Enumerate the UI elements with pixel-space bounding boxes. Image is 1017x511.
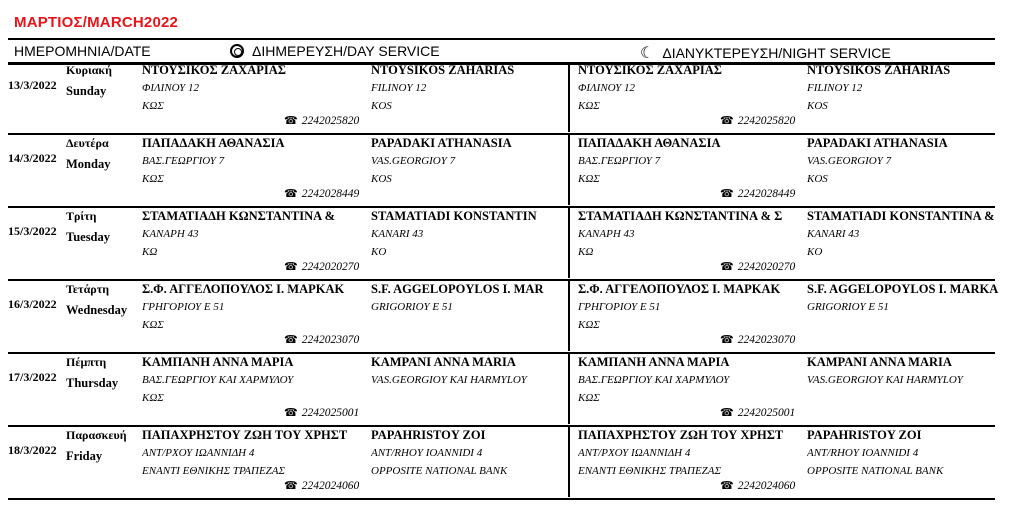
night-pharmacy-greek [578,427,806,480]
phone-icon: ☎ [720,187,734,200]
pharmacy-address: VAS.GEORGIOY KAI HARMYLOY [807,374,963,386]
night-pharmacy-english [807,208,1017,261]
pharmacy-city: ΚΩΣ [142,173,164,185]
column-divider [568,135,570,205]
row-day-greek: Τρίτη [66,209,97,223]
day-phone-number: 2242025820 [301,115,360,127]
pharmacy-name: S.F. AGGELOPOYLOS I. MARKA [807,282,999,296]
pharmacy-address: GRIGORIOY E 51 [807,301,889,313]
pharmacy-city [807,389,1017,407]
day-phone [284,114,359,127]
day-phone [284,479,359,492]
moon-icon: ☾ [640,45,655,62]
night-service-label: ΔΙΑΝΥΚΤΕΡΕΥΣΗ/NIGHT SERVICE [662,45,891,61]
night-phone-number: 2242025001 [737,407,796,419]
pharmacy-city: ΚΩΣ [142,319,164,331]
pharmacy-city: OPPOSITE NATIONAL BANK [371,465,508,477]
night-phone-number: 2242025820 [737,115,796,127]
night-phone [720,114,795,127]
pharmacy-name: ΠΑΠΑΔΑΚΗ ΑΘΑΝΑΣΙΑ [142,136,285,150]
row-separator [8,498,995,500]
pharmacy-city: KOS [807,173,828,185]
night-pharmacy-english [807,135,1017,188]
column-divider [568,62,570,132]
day-pharmacy-english [371,427,566,480]
table-row [8,281,999,354]
pharmacy-address: ΓΡΗΓΟΡΙΟΥ Ε 51 [578,301,661,313]
pharmacy-address: ΒΑΣ.ΓΕΩΡΓΙΟΥ 7 [578,155,661,167]
day-pharmacy-english [371,62,566,115]
night-phone-number: 2242028449 [737,188,796,200]
pharmacy-address: VAS.GEORGIOY KAI HARMYLOY [371,374,527,386]
table-row [8,62,995,135]
day-phone-number: 2242024060 [301,480,360,492]
pharmacy-name: KAMPANI ANNA MARIA [371,355,516,369]
pharmacy-city: OPPOSITE NATIONAL BANK [807,465,944,477]
pharmacy-name: ΚΑΜΠΑΝΗ ΑΝΝΑ ΜΑΡΙΑ [142,355,294,369]
pharmacy-city: ΕΝΑΝΤΙ ΕΘΝΙΚΗΣ ΤΡΑΠΕΖΑΣ [578,465,722,477]
row-date: 16/3/2022 [8,297,57,311]
night-pharmacy-english [807,62,1017,115]
pharmacy-address: ΒΑΣ.ΓΕΩΡΓΙΟΥ ΚΑΙ ΧΑΡΜΥΛΟΥ [578,374,730,386]
day-service-header [230,43,440,59]
night-pharmacy-greek [578,281,806,334]
sun-icon [230,44,244,58]
date-column-header: ΗΜΕΡΟΜΗΝΙΑ/DATE [14,43,151,59]
day-pharmacy-greek [142,208,368,261]
pharmacy-name: NTOYSIKOS ZAHARIAS [371,63,515,77]
pharmacy-name: STAMATIADI KONSTANTIN [371,209,537,223]
day-pharmacy-english [371,354,566,407]
phone-icon: ☎ [284,114,298,127]
pharmacy-name: ΣΤΑΜΑΤΙΑΔΗ ΚΩΝΣΤΑΝΤΙΝΑ & [142,209,336,223]
pharmacy-city: ΚΩΣ [578,392,600,404]
pharmacy-name: ΠΑΠΑΔΑΚΗ ΑΘΑΝΑΣΙΑ [578,136,721,150]
pharmacy-address: ΓΡΗΓΟΡΙΟΥ Ε 51 [142,301,225,313]
phone-icon: ☎ [720,114,734,127]
pharmacy-city: ΚΩ [578,246,594,258]
day-pharmacy-greek [142,62,368,115]
pharmacy-address: KANARI 43 [807,228,860,240]
pharmacy-city: ΚΩ [142,246,158,258]
row-day-english: Monday [66,157,111,171]
pharmacy-name: KAMPANI ANNA MARIA [807,355,952,369]
phone-icon: ☎ [284,260,298,273]
row-date: 14/3/2022 [8,151,57,165]
column-divider [568,208,570,278]
row-day-greek: Τετάρτη [66,282,110,296]
day-pharmacy-greek [142,354,368,407]
row-day-greek: Δευτέρα [66,136,109,150]
pharmacy-name: S.F. AGGELOPOYLOS I. MAR [371,282,544,296]
night-phone [720,260,795,273]
night-pharmacy-english [807,281,1017,334]
night-phone [720,187,795,200]
pharmacy-address: ΒΑΣ.ΓΕΩΡΓΙΟΥ 7 [142,155,225,167]
pharmacy-address: ANT/RHOY IOANNIDI 4 [371,447,483,459]
pharmacy-address: ΦΙΛΙΝΟΥ 12 [578,82,636,94]
pharmacy-address: FILINOY 12 [807,82,863,94]
day-phone-number: 2242023070 [301,334,360,346]
row-day-greek: Παρασκευή [66,428,127,442]
night-pharmacy-english [807,427,1017,480]
table-row [8,135,995,208]
pharmacy-city: ΚΩΣ [578,173,600,185]
row-day-english: Wednesday [66,303,128,317]
night-phone [720,333,795,346]
phone-icon: ☎ [284,187,298,200]
day-pharmacy-english [371,281,566,334]
pharmacy-city [371,316,566,334]
day-service-label: ΔΙΗΜΕΡΕΥΣΗ/DAY SERVICE [252,43,440,59]
pharmacy-city [371,389,566,407]
pharmacy-address: VAS.GEORGIOY 7 [807,155,892,167]
row-date: 17/3/2022 [8,370,57,384]
pharmacy-city: ΚΩΣ [142,392,164,404]
table-row [8,354,995,427]
pharmacy-address: ΑΝΤ/ΡΧΟΥ ΙΩΑΝΝΙΔΗ 4 [578,447,691,459]
row-day-greek: Κυριακή [66,63,112,77]
pharmacy-city: ΚΩΣ [578,100,600,112]
pharmacy-city: KOS [371,100,392,112]
pharmacy-name: STAMATIADI KONSTANTINA & [807,209,995,223]
day-phone [284,260,359,273]
pharmacy-name: ΝΤΟΥΣΙΚΟΣ ΖΑΧΑΡΙΑΣ [142,63,286,77]
night-pharmacy-greek [578,354,806,407]
pharmacy-city [807,316,1017,334]
row-day-english: Thursday [66,376,119,390]
pharmacy-name: PAPAHRISTOY ZOI [807,428,922,442]
pharmacy-address: ΦΙΛΙΝΟΥ 12 [142,82,200,94]
pharmacy-address: FILINOY 12 [371,82,427,94]
row-day-english: Tuesday [66,230,111,244]
pharmacy-name: NTOYSIKOS ZAHARIAS [807,63,951,77]
phone-icon: ☎ [720,406,734,419]
pharmacy-city: KOS [371,173,392,185]
day-pharmacy-greek [142,427,368,480]
pharmacy-city: KO [807,246,823,258]
table-header [8,38,995,65]
pharmacy-name: ΠΑΠΑΧΡΗΣΤΟΥ ΖΩΗ ΤΟΥ ΧΡΗΣΤ [142,428,348,442]
pharmacy-name: PAPAHRISTOY ZOI [371,428,486,442]
phone-icon: ☎ [284,333,298,346]
day-pharmacy-english [371,208,566,261]
pharmacy-name: Σ.Φ. ΑΓΓΕΛΟΠΟΥΛΟΣ Ι. ΜΑΡΚΑΚ [142,282,345,296]
day-pharmacy-greek [142,281,368,334]
pharmacy-name: ΚΑΜΠΑΝΗ ΑΝΝΑ ΜΑΡΙΑ [578,355,730,369]
row-date: 13/3/2022 [8,78,57,92]
pharmacy-address: ΚΑΝΑΡΗ 43 [578,228,635,240]
column-divider [568,354,570,424]
phone-icon: ☎ [720,333,734,346]
day-pharmacy-english [371,135,566,188]
night-pharmacy-greek [578,208,806,261]
pharmacy-address: ΑΝΤ/ΡΧΟΥ ΙΩΑΝΝΙΔΗ 4 [142,447,255,459]
column-divider [568,427,570,497]
phone-icon: ☎ [284,406,298,419]
night-phone-number: 2242024060 [737,480,796,492]
day-phone [284,333,359,346]
day-phone-number: 2242025001 [301,407,360,419]
day-phone-number: 2242020270 [301,261,360,273]
row-day-greek: Πέμπτη [66,355,107,369]
table-row [8,427,995,500]
day-phone [284,406,359,419]
page-title: ΜΑΡΤΙΟΣ/MARCH2022 [14,14,179,31]
pharmacy-name: PAPADAKI ATHANASIA [371,136,512,150]
night-phone [720,479,795,492]
pharmacy-city: ΕΝΑΝΤΙ ΕΘΝΙΚΗΣ ΤΡΑΠΕΖΑΣ [142,465,286,477]
pharmacy-address: ΒΑΣ.ΓΕΩΡΓΙΟΥ ΚΑΙ ΧΑΡΜΥΛΟΥ [142,374,294,386]
pharmacy-city: KO [371,246,387,258]
pharmacy-address: VAS.GEORGIOY 7 [371,155,456,167]
night-pharmacy-english [807,354,1017,407]
pharmacy-name: PAPADAKI ATHANASIA [807,136,948,150]
pharmacy-city: ΚΩΣ [142,100,164,112]
table-row [8,208,995,281]
phone-icon: ☎ [284,479,298,492]
phone-icon: ☎ [720,260,734,273]
row-date: 15/3/2022 [8,224,57,238]
pharmacy-city: ΚΩΣ [578,319,600,331]
row-day-english: Sunday [66,84,107,98]
column-divider [568,281,570,351]
pharmacy-name: ΝΤΟΥΣΙΚΟΣ ΖΑΧΑΡΙΑΣ [578,63,722,77]
phone-icon: ☎ [720,479,734,492]
row-day-english: Friday [66,449,103,463]
night-pharmacy-greek [578,135,806,188]
pharmacy-address: ANT/RHOY IOANNIDI 4 [807,447,919,459]
pharmacy-name: ΣΤΑΜΑΤΙΑΔΗ ΚΩΝΣΤΑΝΤΙΝΑ & Σ [578,209,783,223]
day-phone [284,187,359,200]
night-phone [720,406,795,419]
pharmacy-name: ΠΑΠΑΧΡΗΣΤΟΥ ΖΩΗ ΤΟΥ ΧΡΗΣΤ [578,428,784,442]
pharmacy-city: KOS [807,100,828,112]
row-date: 18/3/2022 [8,443,57,457]
pharmacy-address: KANARI 43 [371,228,424,240]
pharmacy-name: Σ.Φ. ΑΓΓΕΛΟΠΟΥΛΟΣ Ι. ΜΑΡΚΑΚ [578,282,781,296]
night-phone-number: 2242020270 [737,261,796,273]
day-pharmacy-greek [142,135,368,188]
night-pharmacy-greek [578,62,806,115]
night-service-header [640,43,891,63]
pharmacy-address: ΚΑΝΑΡΗ 43 [142,228,199,240]
pharmacy-address: GRIGORIOY E 51 [371,301,453,313]
night-phone-number: 2242023070 [737,334,796,346]
day-phone-number: 2242028449 [301,188,360,200]
